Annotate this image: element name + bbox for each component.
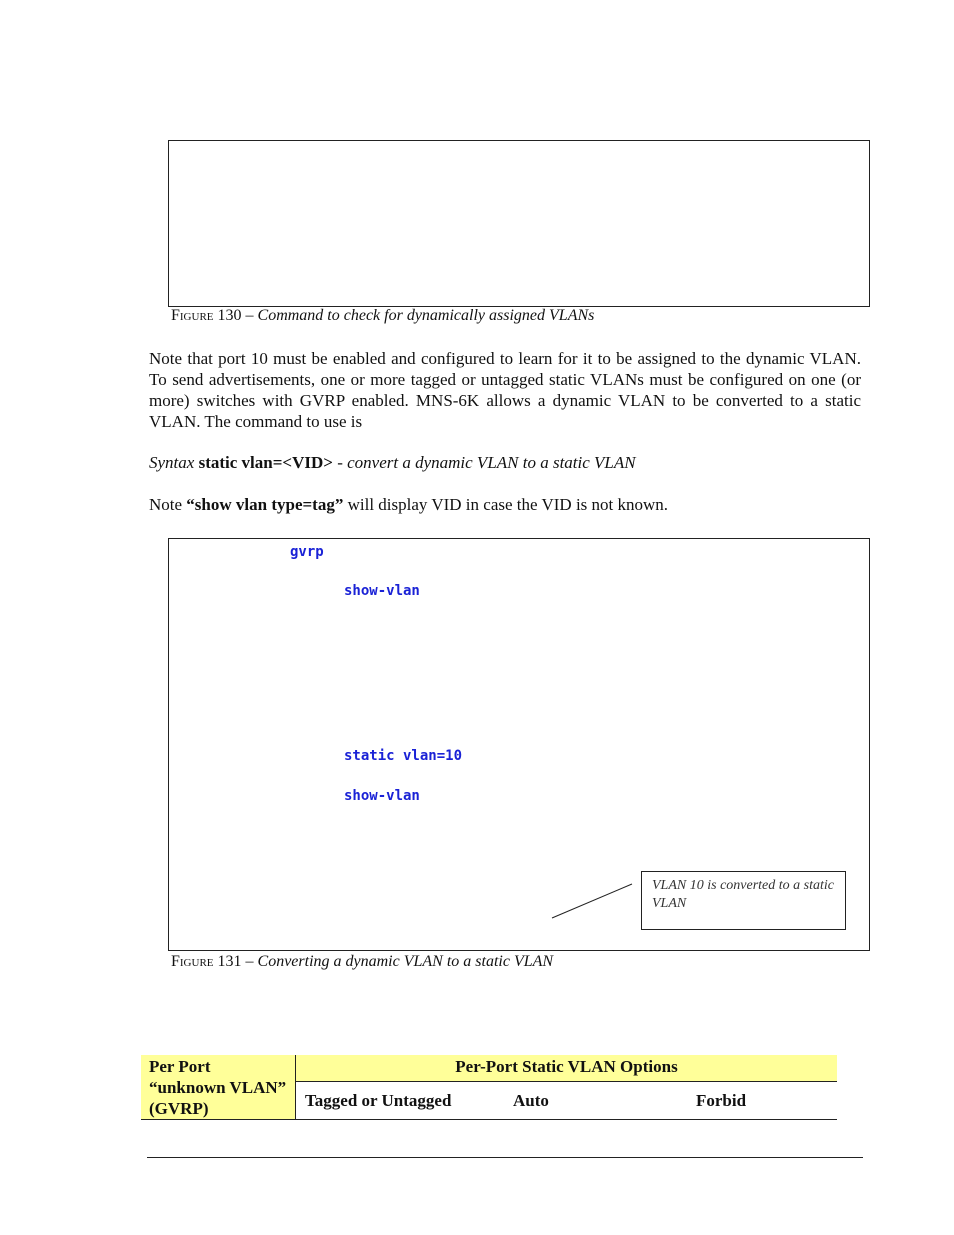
body-paragraph: Note that port 10 must be enabled and configured to learn for it to be assigned to the dynamic VLAN. To send advertisements, one or more tagged or untagged static VLANs must be configured on one (or more) switches with GVRP enabled. MNS-6K allows a dynamic VLAN to be converted to a static VLAN. The command to use is <box>149 349 861 431</box>
table-corner-header-text: Per Port “unknown VLAN” (GVRP) <box>149 1057 287 1118</box>
syntax-label: Syntax <box>149 453 195 472</box>
table-group-header <box>296 1055 837 1082</box>
code-line-show-vlan-1: show-vlan <box>344 583 420 599</box>
code-line-gvrp: gvrp <box>290 544 324 560</box>
figure-130-label-text: Figure 130 <box>171 307 242 324</box>
table-col-forbid: Forbid <box>696 1091 747 1110</box>
syntax-command: static vlan=<VID> <box>198 453 333 472</box>
footer-rule <box>147 1157 863 1158</box>
syntax-description: - convert a dynamic VLAN to a static VLAN <box>337 453 636 472</box>
note-suffix: will display VID in case the VID is not known. <box>343 495 669 514</box>
vlan-options-table <box>141 1055 837 1120</box>
table-bottom-rule <box>141 1119 837 1120</box>
callout-connector <box>550 880 640 922</box>
table-group-header-text: Per-Port Static VLAN Options <box>455 1057 678 1076</box>
code-line-show-vlan-2: show-vlan <box>344 788 420 804</box>
figure-131-sep: – <box>241 953 258 970</box>
table-col-auto: Auto <box>513 1091 549 1110</box>
figure-130-sep: – <box>241 307 258 324</box>
figure-130-caption <box>171 307 594 325</box>
note-command: “show vlan type=tag” <box>186 495 344 514</box>
note-prefix: Note <box>149 495 187 514</box>
code-line-static-vlan: static vlan=10 <box>344 748 463 764</box>
figure-130-caption-text: Command to check for dynamically assigned VLANs <box>257 307 595 324</box>
table-col-tagged: Tagged or Untagged <box>305 1091 452 1110</box>
table-corner-header <box>141 1055 296 1120</box>
note-line <box>149 495 668 515</box>
figure-130-label <box>171 307 242 324</box>
figure-131-label: Figure 131 <box>171 953 242 970</box>
figure-131-caption-text: Converting a dynamic VLAN to a static VLAN <box>257 953 554 970</box>
figure-131-caption <box>171 953 553 971</box>
syntax-line <box>149 453 636 473</box>
figure-130-box <box>168 140 870 307</box>
callout-note: VLAN 10 is converted to a static VLAN <box>641 871 846 930</box>
